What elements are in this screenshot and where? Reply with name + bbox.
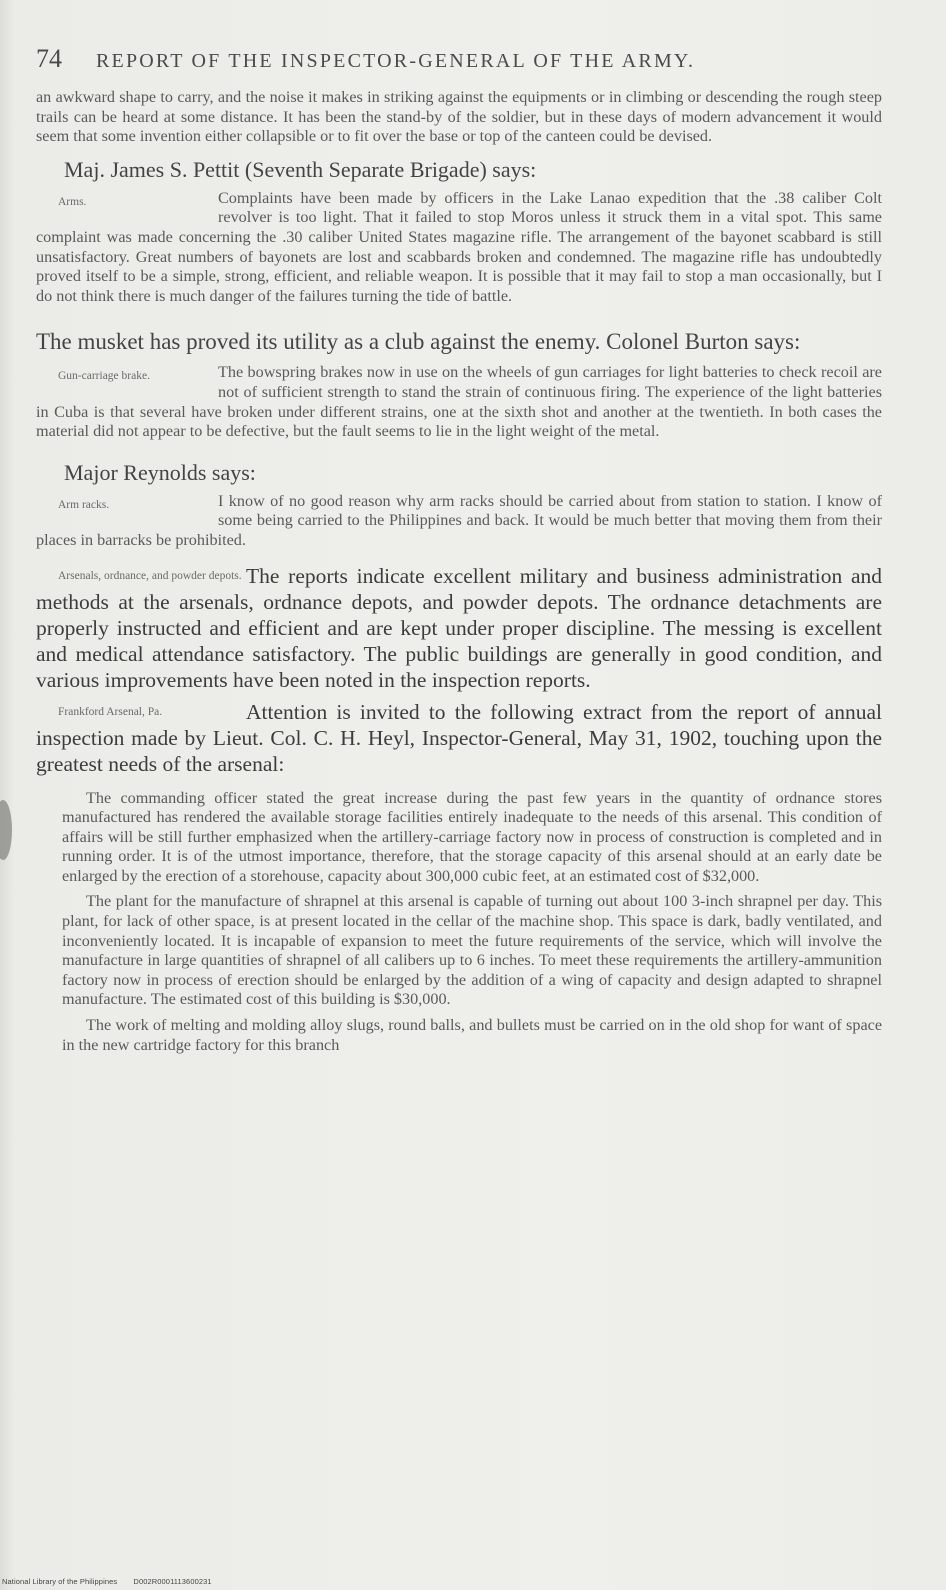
scan-id: D002R0001113600231 <box>133 1577 212 1586</box>
reynolds-heading: Major Reynolds says: <box>64 459 256 485</box>
frankford-paragraph: Attention is invited to the following extract from the report of annual inspection made by Lieut. Col. C. H. Heyl, Inspector-General, May 31, 1902, touching upon the greatest needs of the arsenal: <box>36 699 882 776</box>
running-header <box>36 44 882 74</box>
arsenals-section <box>36 563 882 693</box>
binding-hole <box>0 800 12 860</box>
scan-footer <box>2 1577 226 1586</box>
frankford-section <box>36 699 882 777</box>
arm-racks-paragraph: I know of no good reason why arm racks should be carried about from station to station. I know of some being carried to the Philippines and back. It would be much better that moving them from their places in barracks be prohibited. <box>36 491 882 549</box>
extract-paragraph-shrapnel: The plant for the manufacture of shrapnel at this arsenal is capable of turning out about 100 3-inch shrapnel per day. This plant, for lack of other space, is at present located in the cellar of the machine shop. This space is dark, badly ventilated, and inconveniently located. It is incapable of expansion to meet the future requirements of the service, which will involve the manufacture in large quantities of shrapnel of all calibers up to 6 inches. To meet these requirements the artillery-ammunition factory now in process of erection should be enlarged by the addition of a wing of capacity and design adapted to shrapnel manufacture. The estimated cost of this building is $30,000. <box>62 892 882 1009</box>
page-content <box>36 44 882 1055</box>
arms-paragraph: Complaints have been made by officers in the Lake Lanao expedition that the .38 caliber Colt revolver is too light. That it failed to stop Moros unless it struck them in a vital spot. This same complaint was made concerning the .30 caliber United States magazine rifle. The arrangement of the bayonet scabbard is still unsatisfactory. Great numbers of bayonets are lost and scabbards broken and condemned. The magazine rifle has undoubtedly proved itself to be a simple, strong, efficient, and reliable weapon. It is possible that it may fail to stop a man occasionally, but I do not think there is much danger of the failures turning the tide of battle. <box>36 188 882 305</box>
musket-heading: The musket has proved its utility as a club against the enemy. Colonel Burton says: <box>36 329 801 355</box>
arms-section <box>36 189 882 307</box>
library-credit: National Library of the Philippines <box>2 1577 118 1586</box>
page-number: 74 <box>36 44 62 73</box>
margin-note-arms: Arms. <box>58 195 87 208</box>
intro-paragraph: an awkward shape to carry, and the noise it makes in striking against the equipments or in climbing or descending the rough steep trails can be heard at some distance. It has been the stand-by of the soldier, but in these days of modern advancement it would seem that some invention either collapsible or to fit over the base or top of the canteen could be devised. <box>36 88 882 146</box>
pettit-heading: Maj. James S. Pettit (Seventh Separate Brigade) says: <box>64 156 537 182</box>
margin-note-arm-racks: Arm racks. <box>58 498 110 511</box>
arm-racks-section <box>36 492 882 551</box>
gun-carriage-section <box>36 363 882 441</box>
margin-note-arsenals: Arsenals, ordnance, and powder depots. <box>58 569 242 582</box>
extract-paragraph-bullets: The work of melting and molding alloy slugs, round balls, and bullets must be carried on in the old shop for want of space in the new cartridge factory for this branch <box>62 1016 882 1054</box>
margin-note-gun-carriage: Gun-carriage brake. <box>58 370 150 383</box>
running-title: REPORT OF THE INSPECTOR-GENERAL OF THE ARMY. <box>96 50 696 72</box>
gun-carriage-paragraph: The bowspring brakes now in use on the wheels of gun carriages for light batteries to check recoil are not of sufficient strength to stand the strain of continuous firing. The experience of the light batteries in Cuba is that several have broken under different strains, one at the sixth shot and another at the twentieth. In both cases the material did not appear to be defective, but the fault seems to lie in the light weight of the metal. <box>36 363 882 441</box>
margin-note-frankford: Frankford Arsenal, Pa. <box>58 705 163 718</box>
inspection-extract <box>36 789 882 1056</box>
extract-paragraph-storage: The commanding officer stated the great increase during the past few years in the quantity of ordnance stores manufactured has rendered the available storage facilities entirely inadequate to the needs of this arsenal. This condition of affairs will be still further emphasized when the artillery-carriage factory now in process of construction is completed and in running order. It is of the utmost importance, therefore, that the storage capacity of this arsenal should at an early date be enlarged by the erection of a storehouse, capacity about 300,000 cubic feet, at an estimated cost of $32,000. <box>62 788 882 885</box>
arsenals-paragraph: The reports indicate excellent military and business administration and methods at the arsenals, ordnance depots, and powder depots. The ordnance detachments are properly instructed and efficient and are kept under proper discipline. The messing is excellent and medical attendance satisfactory. The public buildings are generally in good condition, and various improvements have been noted in the inspection reports. <box>36 563 882 692</box>
